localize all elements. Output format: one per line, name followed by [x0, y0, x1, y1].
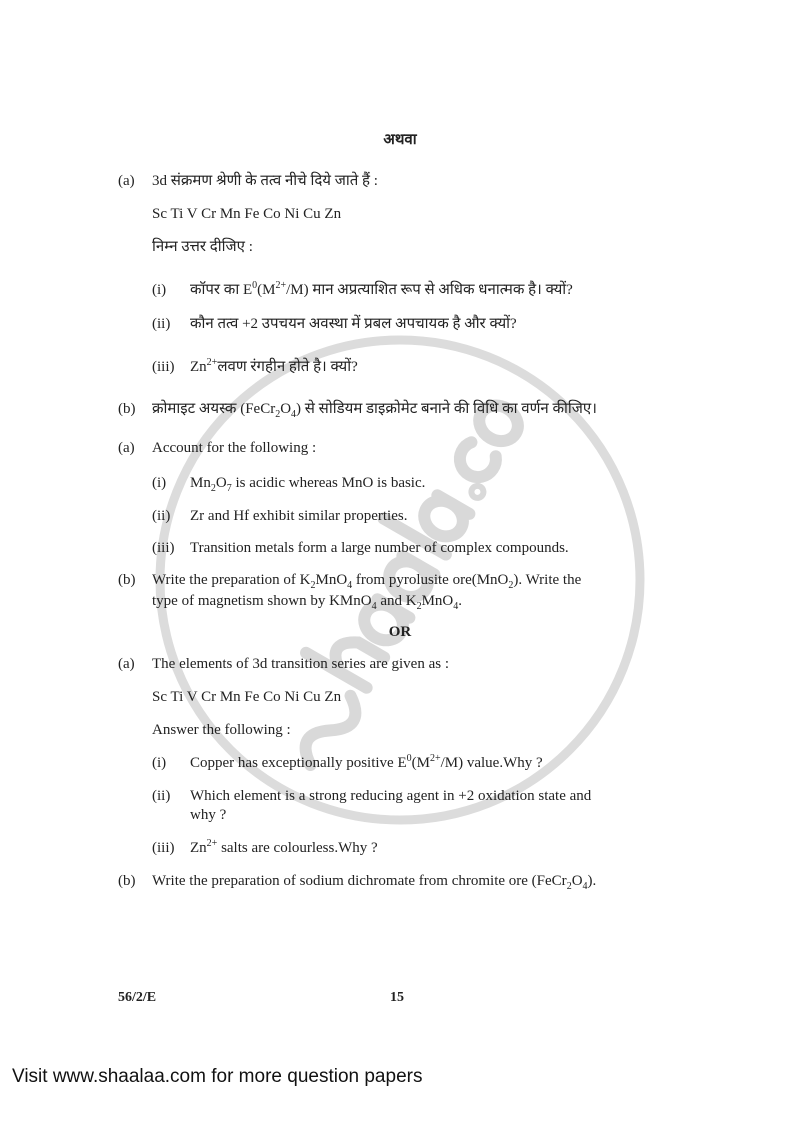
page-number: 15 — [390, 990, 404, 1005]
subscript: 4 — [291, 409, 297, 420]
text-run: Transition metals form a large number of complex compounds. — [190, 540, 569, 556]
text-run: Account for the following : — [152, 440, 317, 456]
text-run: 3d संक्रमण श्रेणी के तत्व नीचे दिये जाते हैं : — [152, 173, 378, 189]
subscript: 2 — [310, 580, 316, 591]
english-sub-iii — [190, 539, 569, 557]
label-iii: (iii) — [152, 540, 175, 556]
subscript: 4 — [582, 881, 588, 892]
text-run: O — [215, 475, 227, 491]
text-run: लवण रंगहीन होते है। क्यों? — [217, 359, 358, 375]
text-run: /M) मान अप्रत्याशित रूप से अधिक धनात्मक है। क्यों? — [286, 282, 573, 298]
superscript: 2+ — [206, 357, 218, 368]
subscript: 2 — [275, 409, 281, 420]
text-run: निम्न उत्तर दीजिए : — [152, 239, 253, 255]
superscript: 0 — [406, 753, 412, 764]
label-ii: (ii) — [152, 508, 171, 524]
or-sub-iii — [190, 839, 378, 857]
label-b: (b) — [118, 401, 136, 417]
superscript: 2+ — [429, 753, 441, 764]
text-run: MnO — [315, 572, 348, 588]
text-run: The elements of 3d transition series are given as : — [152, 656, 449, 672]
text-run: Sc Ti V Cr Mn Fe Co Ni Cu Zn — [152, 206, 342, 222]
text-run: O — [571, 873, 583, 889]
text-run: Mn — [190, 475, 211, 491]
subscript: 2 — [416, 601, 422, 612]
text-run: and K — [376, 593, 417, 609]
subscript: 2 — [210, 483, 216, 494]
label-a: (a) — [118, 173, 135, 189]
text-run: from pyrolusite ore(MnO — [352, 572, 509, 588]
label-iii: (iii) — [152, 840, 175, 856]
heading-athva: अथवा — [383, 132, 417, 148]
subscript: 2 — [566, 881, 572, 892]
or-question-a — [152, 655, 449, 673]
hindi-sub-ii — [190, 315, 517, 333]
english-sub-ii — [190, 507, 407, 525]
english-sub-i — [190, 474, 425, 492]
text-run: /M) value.Why ? — [440, 755, 543, 771]
or-instruction — [152, 721, 291, 739]
label-i: (i) — [152, 755, 167, 771]
subscript: 7 — [226, 483, 232, 494]
label-b: (b) — [118, 572, 136, 588]
text-run: कौन तत्व +2 उपचयन अवस्था में प्रबल अपचायक है और क्यों? — [190, 316, 517, 332]
text-run: is acidic whereas MnO is basic. — [231, 475, 426, 491]
or-sub-i — [190, 754, 543, 772]
label-a: (a) — [118, 440, 135, 456]
label-a: (a) — [118, 656, 135, 672]
text-run: ). — [587, 873, 597, 889]
subscript: 4 — [347, 580, 353, 591]
label-iii: (iii) — [152, 359, 175, 375]
text-run: Write the preparation of K — [152, 572, 311, 588]
text-run: Write the preparation of sodium dichromate from chromite ore (FeCr — [152, 873, 567, 889]
text-run: कॉपर का E — [190, 282, 253, 298]
text-run: Zn — [190, 840, 207, 856]
text-run: ). Write the — [513, 572, 582, 588]
or-sub-ii-line2 — [190, 806, 226, 824]
superscript: 2+ — [206, 838, 218, 849]
label-ii: (ii) — [152, 316, 171, 332]
text-run: type of magnetism shown by KMnO — [152, 593, 372, 609]
label-i: (i) — [152, 282, 167, 298]
or-elements — [152, 688, 341, 706]
text-run: क्रोमाइट अयस्क (FeCr — [152, 401, 276, 417]
superscript: 2+ — [275, 280, 287, 291]
text-run: (M — [257, 282, 276, 298]
label-b: (b) — [118, 873, 136, 889]
text-run: . — [458, 593, 462, 609]
text-run: Copper has exceptionally positive E — [190, 755, 407, 771]
paper-code: 56/2/E — [118, 990, 157, 1005]
text-run: ) से सोडियम डाइक्रोमेट बनाने की विधि का वर्णन कीजिए। — [296, 401, 597, 417]
subscript: 4 — [453, 601, 459, 612]
or-question-b — [152, 872, 596, 890]
or-sub-ii-line1 — [190, 787, 591, 805]
hindi-elements — [152, 205, 341, 223]
text-run: MnO — [421, 593, 454, 609]
subscript: 4 — [371, 601, 377, 612]
hindi-question-b — [152, 400, 597, 418]
subscript: 2 — [508, 580, 514, 591]
superscript: 0 — [252, 280, 258, 291]
text-run: Sc Ti V Cr Mn Fe Co Ni Cu Zn — [152, 689, 342, 705]
label-ii: (ii) — [152, 788, 171, 804]
text-run: Zn — [190, 359, 207, 375]
hindi-sub-i — [190, 281, 573, 299]
english-question-b-line1 — [152, 571, 581, 589]
hindi-sub-iii — [190, 358, 358, 376]
hindi-question-a — [152, 172, 378, 190]
text-run: salts are colourless.Why ? — [217, 840, 378, 856]
text-run: why ? — [190, 807, 227, 823]
text-run: Which element is a strong reducing agent in +2 oxidation state and — [190, 788, 592, 804]
english-question-b-line2 — [152, 592, 462, 610]
text-run: (M — [411, 755, 430, 771]
label-i: (i) — [152, 475, 167, 491]
text-run: O — [280, 401, 292, 417]
english-question-a — [152, 439, 316, 457]
text-run: Zr and Hf exhibit similar properties. — [190, 508, 408, 524]
heading-or: OR — [388, 624, 412, 640]
text-run: Answer the following : — [152, 722, 291, 738]
visit-link[interactable]: Visit www.shaalaa.com for more question papers — [12, 1066, 423, 1087]
hindi-instruction — [152, 238, 253, 256]
